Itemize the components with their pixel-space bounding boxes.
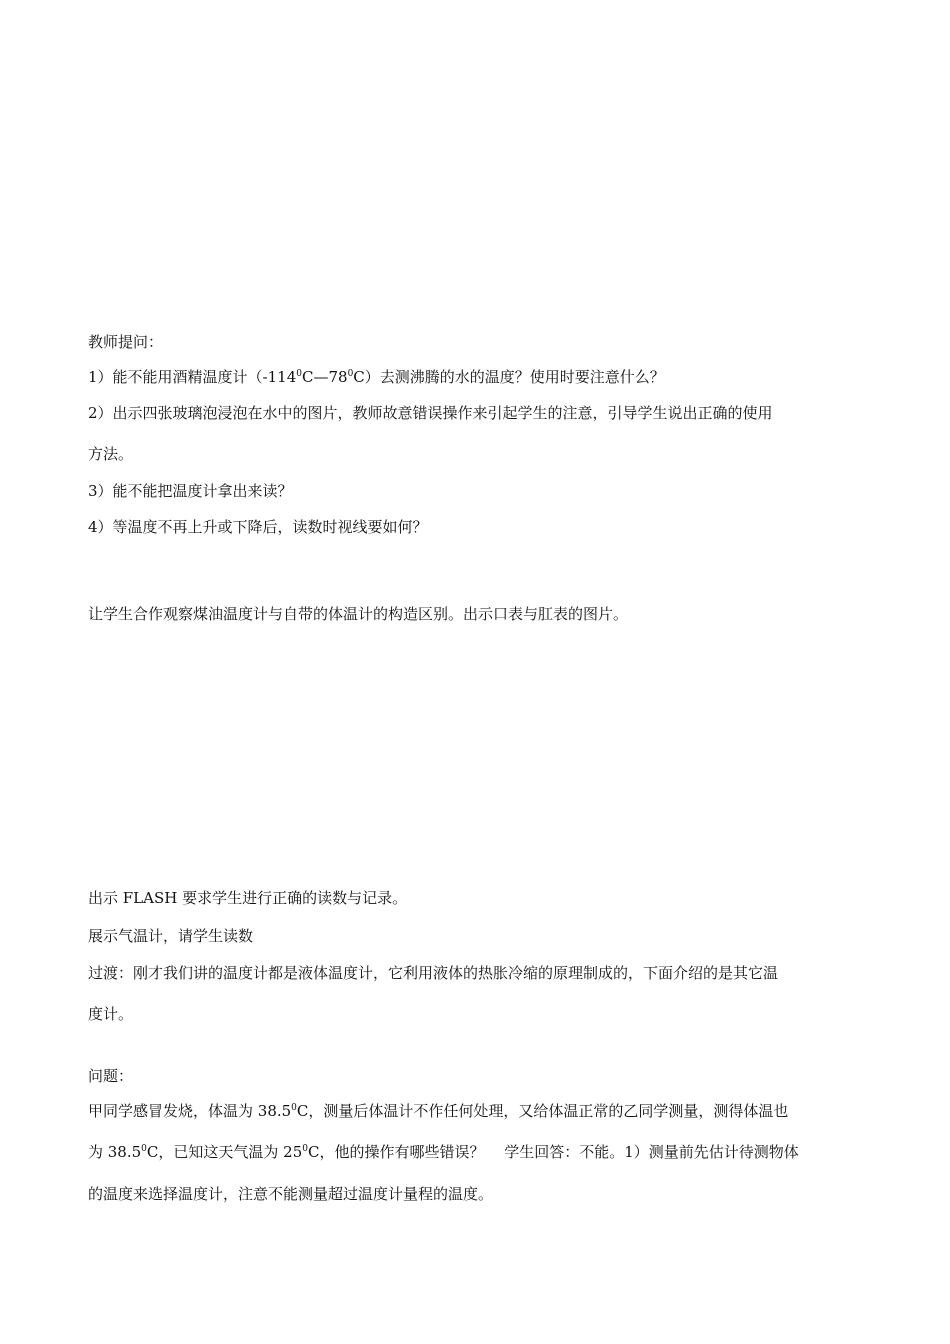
problem-line-2	[88, 1142, 868, 1162]
degree-superscript: 0	[296, 369, 302, 379]
thermometer-comparison-text: 让学生合作观察煤油温度计与自带的体温计的构造区别。出示口表与肛表的图片。	[88, 605, 629, 623]
problem-heading: 问题：	[88, 1067, 134, 1085]
question-4: 4）等温度不再上升或下降后，读数时视线要如何？	[88, 518, 428, 536]
question-2-line-2: 方法。	[88, 445, 134, 463]
degree-superscript: 0	[141, 1144, 147, 1154]
problem-line-1	[88, 1101, 868, 1121]
problem-line-2-b: C，已知这天气温为 25	[146, 1143, 303, 1161]
question-3: 3）能不能把温度计拿出来读？	[88, 482, 293, 500]
degree-superscript: 0	[302, 1144, 308, 1154]
degree-superscript: 0	[347, 369, 354, 379]
problem-line-2-c: C，他的操作有哪些错误？ 学生回答：不能。1）测量前先估计待测物体	[307, 1143, 799, 1161]
flash-instruction: 出示 FLASH 要求学生进行正确的读数与记录。	[88, 889, 408, 907]
problem-line-1-a: 甲同学感冒发烧，体温为 38.5	[88, 1102, 292, 1120]
question-1-prefix: 1）能不能用酒精温度计（-114	[88, 368, 297, 386]
question-1	[88, 367, 868, 387]
transition-line-2: 度计。	[88, 1005, 134, 1023]
problem-line-2-a: 为 38.5	[88, 1143, 142, 1161]
teacher-question-heading: 教师提问：	[88, 333, 164, 351]
problem-line-1-b: C，测量后体温计不作任何处理，又给体温正常的乙同学测量，测得体温也	[296, 1102, 789, 1120]
degree-superscript: 0	[291, 1103, 297, 1113]
problem-line-3: 的温度来选择温度计，注意不能测量超过温度计量程的温度。	[88, 1185, 494, 1203]
question-1-mid: C—78	[301, 368, 348, 386]
question-2-line-1: 2）出示四张玻璃泡浸泡在水中的图片，教师故意错误操作来引起学生的注意，引导学生说出正确的使用	[88, 404, 773, 422]
transition-line-1: 过渡：刚才我们讲的温度计都是液体温度计，它利用液体的热胀冷缩的原理制成的，下面介绍的是其它温	[88, 964, 779, 982]
question-1-suffix: C）去测沸腾的水的温度？使用时要注意什么？	[353, 368, 665, 386]
show-air-thermometer: 展示气温计，请学生读数	[88, 927, 254, 945]
